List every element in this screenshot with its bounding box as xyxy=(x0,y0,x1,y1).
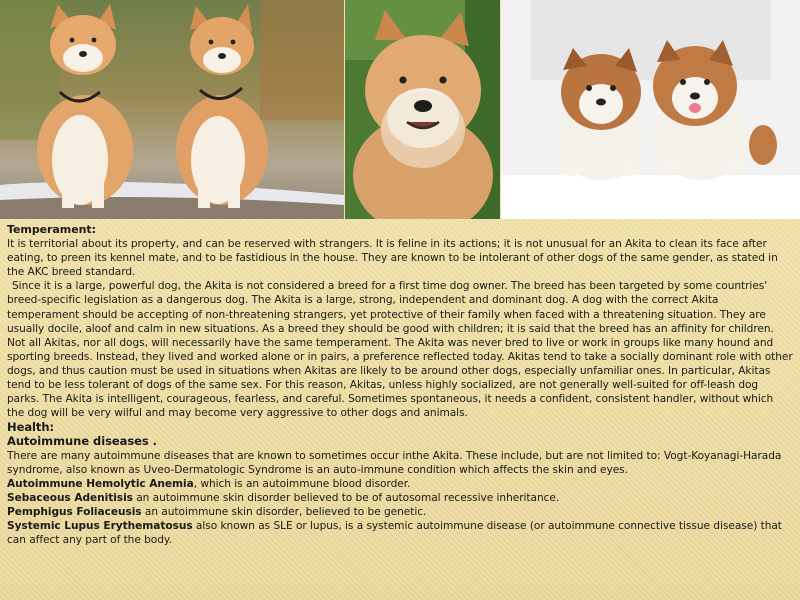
disorder-term: Sebaceous Adenitisis xyxy=(7,491,133,504)
disorder-term: Systemic Lupus Erythematosus xyxy=(7,519,193,532)
health-disorder-item xyxy=(7,505,793,519)
disorder-term: Pemphigus Foliaceusis xyxy=(7,505,142,518)
health-disorder-list xyxy=(7,477,793,547)
health-disorder-item xyxy=(7,491,793,505)
article-text xyxy=(7,223,793,547)
photo-strip xyxy=(0,0,800,219)
disorder-term: Autoimmune Hemolytic Anemia xyxy=(7,477,194,490)
disorder-description: , which is an autoimmune blood disorder. xyxy=(193,477,411,490)
disorder-description: an autoimmune skin disorder believed to be of autosomal recessive inheritance. xyxy=(132,491,560,504)
autoimmune-heading: Autoimmune diseases . xyxy=(7,434,157,449)
disorder-description: also known as SLE or lupus, is a systemic autoimmune disease (or autoimmune connective tissue disease) that can affect any part of the body. xyxy=(7,519,782,547)
two-akita-puppies-photo xyxy=(501,0,800,219)
two-akita-dogs-sitting-photo xyxy=(0,0,344,219)
autoimmune-paragraph: There are many autoimmune diseases that are known to sometimes occur inthe Akita. These include, but are not limited to: Vogt-Koyanagi-Harada syndrome, also known as Uveo-Dermatologic Syndrome is an auto-immune condition which affects the skin and eyes. xyxy=(7,449,782,476)
temperament-paragraph-1: It is territorial about its property, and can be reserved with strangers. It is feline in its actions; it is not unusual for an Akita to clean its face after eating, to preen its kennel mate, and to be fastidious in the house. They are known to be intolerant of other dogs of the same gender, as stated in the AKC breed standard. xyxy=(7,238,778,279)
temperament-paragraph-2: Since it is a large, powerful dog, the Akita is not considered a breed for a first time dog owner. The breed has been targeted by some countries' breed-specific legislation as a dangerous dog. The Akita is a large, strong, independent and dominant dog. A dog with the correct Akita temperament should be accepting of non-threatening strangers, yet protective of their family when faced with a threatening situation. They are usually docile, aloof and calm in new situations. As a breed they should be good with children; it is said that the breed has an affinity for children. Not all Akitas, nor all dogs, will necessarily have the same temperament. The Akita was never bred to live or work in groups like many hound and sporting breeds. Instead, they lived and worked alone or in pairs, a preference reflected today. Akitas tend to take a socially dominant role with other dogs, and thus caution must be used in situations when Akitas are likely to be around other dogs, especially unfamiliar ones. In particular, Akitas tend to be less tolerant of dogs of the same sex. For this reason, Akitas, unless highly socialized, are not generally well-suited for off-leash dog parks. The Akita is intelligent, courageous, fearless, and careful. Sometimes spontaneous, it needs a confident, consistent handler, without which the dog will be very wilful and may become very aggressive to other dogs and animals. xyxy=(7,280,793,420)
health-heading: Health: xyxy=(7,420,55,435)
health-disorder-item xyxy=(7,477,793,491)
akita-dog-portrait-photo xyxy=(345,0,500,219)
disorder-description: an autoimmune skin disorder, believed to be genetic. xyxy=(141,505,427,518)
temperament-heading: Temperament: xyxy=(7,223,96,236)
health-disorder-item xyxy=(7,519,793,547)
